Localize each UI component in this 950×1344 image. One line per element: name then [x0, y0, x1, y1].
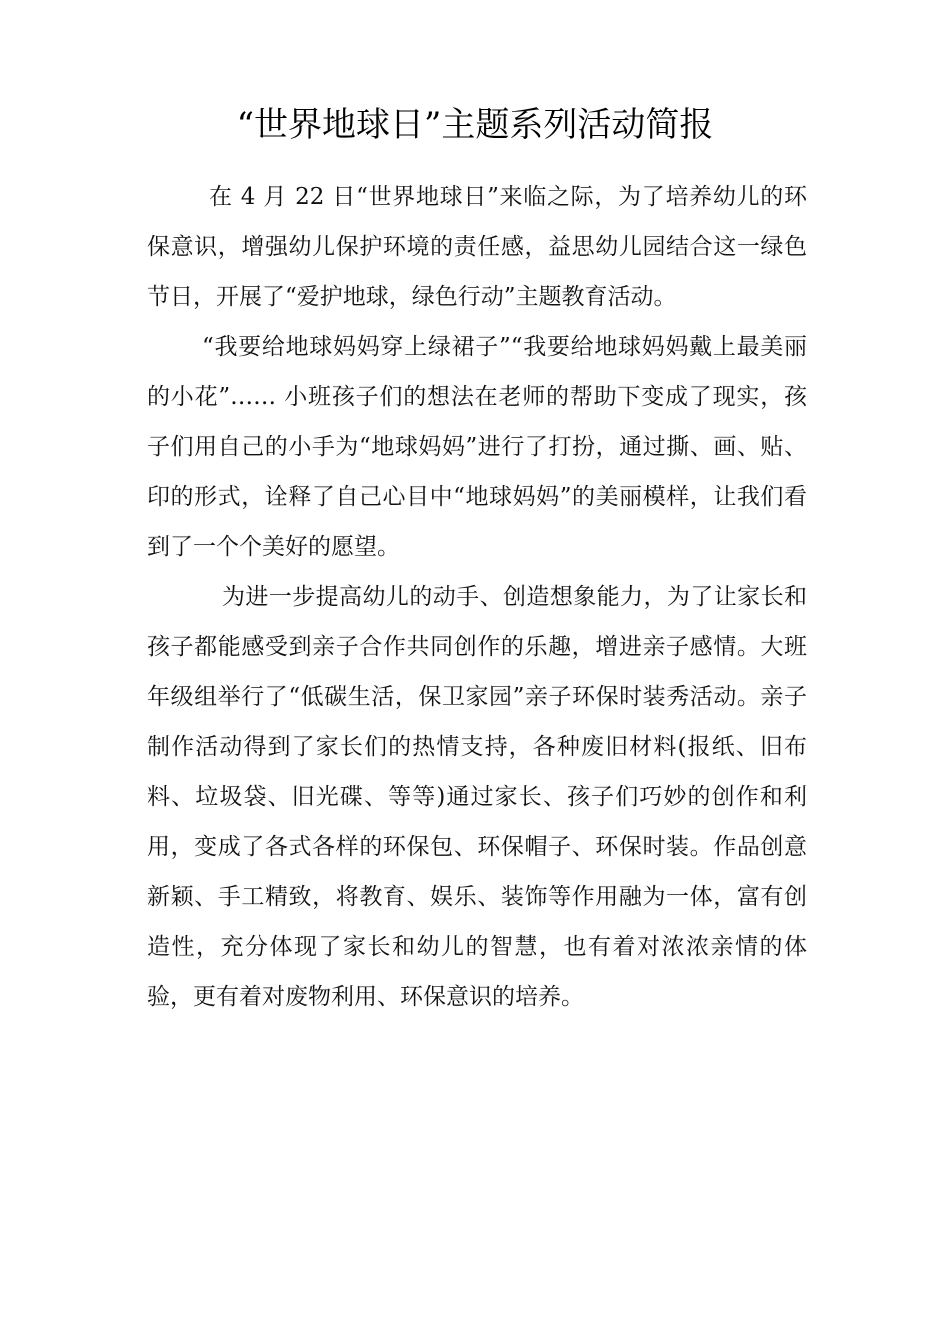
document-body [147, 172, 807, 1022]
paragraph-large-class: 为进一步提高幼儿的动手、创造想象能力，为了让家长和孩子都能感受到亲子合作共同创作的乐趣，增进亲子感情。大班年级组举行了“低碳生活，保卫家园”亲子环保时装秀活动。亲子制作活动得到了家长们的热情支持，各种废旧材料(报纸、旧布料、垃圾袋、旧光碟、等等)通过家长、孩子们巧妙的创作和利用，变成了各式各样的环保包、环保帽子、环保时装。作品创意新颖、手工精致，将教育、娱乐、装饰等作用融为一体，富有创造性，充分体现了家长和幼儿的智慧，也有着对浓浓亲情的体验，更有着对废物利用、环保意识的培养。 [147, 584, 807, 1010]
document-title: “世界地球日”主题系列活动简报 [236, 105, 714, 145]
paragraph-small-class: “我要给地球妈妈穿上绿裙子”“我要给地球妈妈戴上最美丽的小花”…… 小班孩子们的想法在老师的帮助下变成了现实，孩子们用自己的小手为“地球妈妈”进行了打扮，通过撕、画、贴、印的形式，诠释了自己心目中“地球妈妈”的美丽模样，让我们看到了一个个美好的愿望。 [147, 334, 807, 560]
paragraph-intro: 在 4 月 22 日“世界地球日”来临之际，为了培养幼儿的环保意识，增强幼儿保护环境的责任感，益思幼儿园结合这一绿色节日，开展了“爱护地球，绿色行动”主题教育活动。 [147, 184, 807, 310]
